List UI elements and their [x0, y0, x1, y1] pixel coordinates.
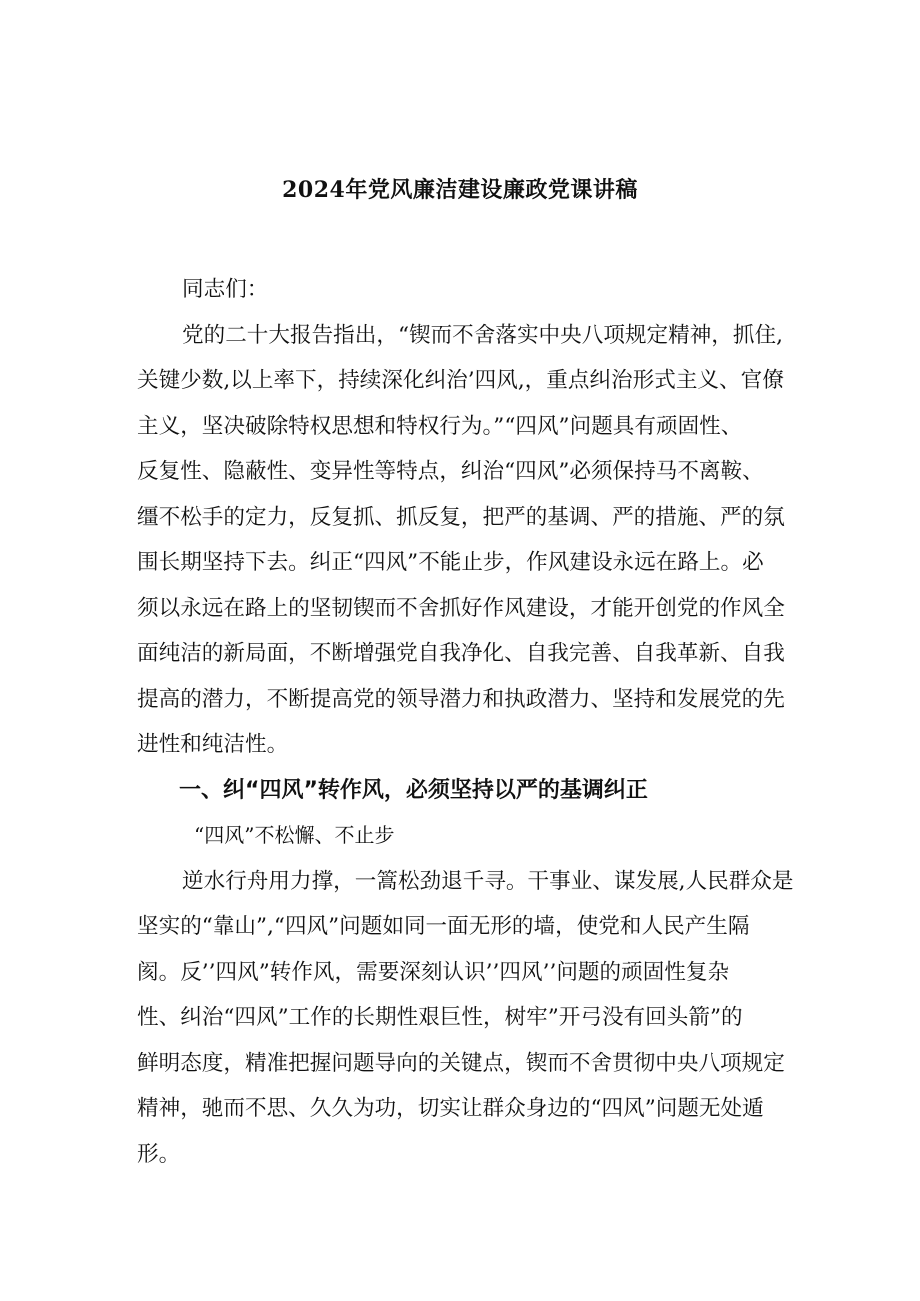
paragraph-line: 进性和纯洁性。: [137, 732, 289, 757]
paragraph-line: 围长期坚持下去。纠正“四风”不能止步，作风建设永远在路上。必: [137, 550, 764, 575]
paragraph-line: 缰不松手的定力，反复抓、抓反复，把严的基调、严的措施、严的氛: [137, 504, 785, 530]
paragraph-1: [137, 313, 793, 768]
document-title: 2024年党风廉洁建设廉政党课讲稿: [282, 177, 638, 203]
paragraph-line: 须以永远在路上的坚韧锲而不舍抓好作风建设，才能开创党的作风全: [137, 595, 785, 621]
section-subheading: “四风”不松懈、不止步: [194, 823, 395, 847]
paragraph-line: 阂。反’’四风”转作风，需要深刻认识’’四风’’问题的顽固性复杂: [137, 959, 730, 985]
paragraph-line: 鲜明态度，精准把握问题导向的关键点，锲而不舍贯彻中央八项规定: [137, 1050, 785, 1076]
paragraph-line: 提高的潜力，不断提高党的领导潜力和执政潜力、坚持和发展党的先: [137, 686, 785, 712]
paragraph-2: [137, 859, 793, 1178]
paragraph-line: 逆水行舟用力撑，一篙松劲退千寻。干事业、谋发展,人民群众是: [182, 868, 794, 894]
paragraph-line: 党的二十大报告指出，“锲而不舍落实中央八项规定精神，抓住,: [182, 322, 783, 348]
paragraph-line: 精神，驰而不思、久久为功，切实让群众身边的“四风”问题无处遁: [137, 1096, 764, 1121]
paragraph-line: 反复性、隐蔽性、变异性等特点，纠治“四风”必须保持马不离鞍、: [137, 459, 764, 484]
document-body: [137, 267, 793, 1177]
paragraph-line: 关键少数,以上率下，持续深化纠治’四风,，重点纠治形式主义、官僚: [137, 368, 784, 393]
paragraph-line: 形。: [137, 1141, 181, 1167]
paragraph-line: 性、纠治“四风”工作的长期性艰巨性，树牢”开弓没有回头箭”的: [137, 1005, 743, 1030]
paragraph-line: 面纯洁的新局面，不断增强党自我净化、自我完善、自我革新、自我: [137, 641, 785, 666]
paragraph-line: 坚实的“靠山”,“四风”问题如同一面无形的墙，使党和人民产生隔: [137, 914, 750, 939]
section-heading: 一、纠“四风”转作风，必须坚持以严的基调纠正: [179, 777, 648, 803]
salutation: 同志们：: [182, 277, 269, 302]
paragraph-line: 主义，坚决破除特权思想和特权行为。”“四风”问题具有顽固性、: [137, 413, 743, 439]
